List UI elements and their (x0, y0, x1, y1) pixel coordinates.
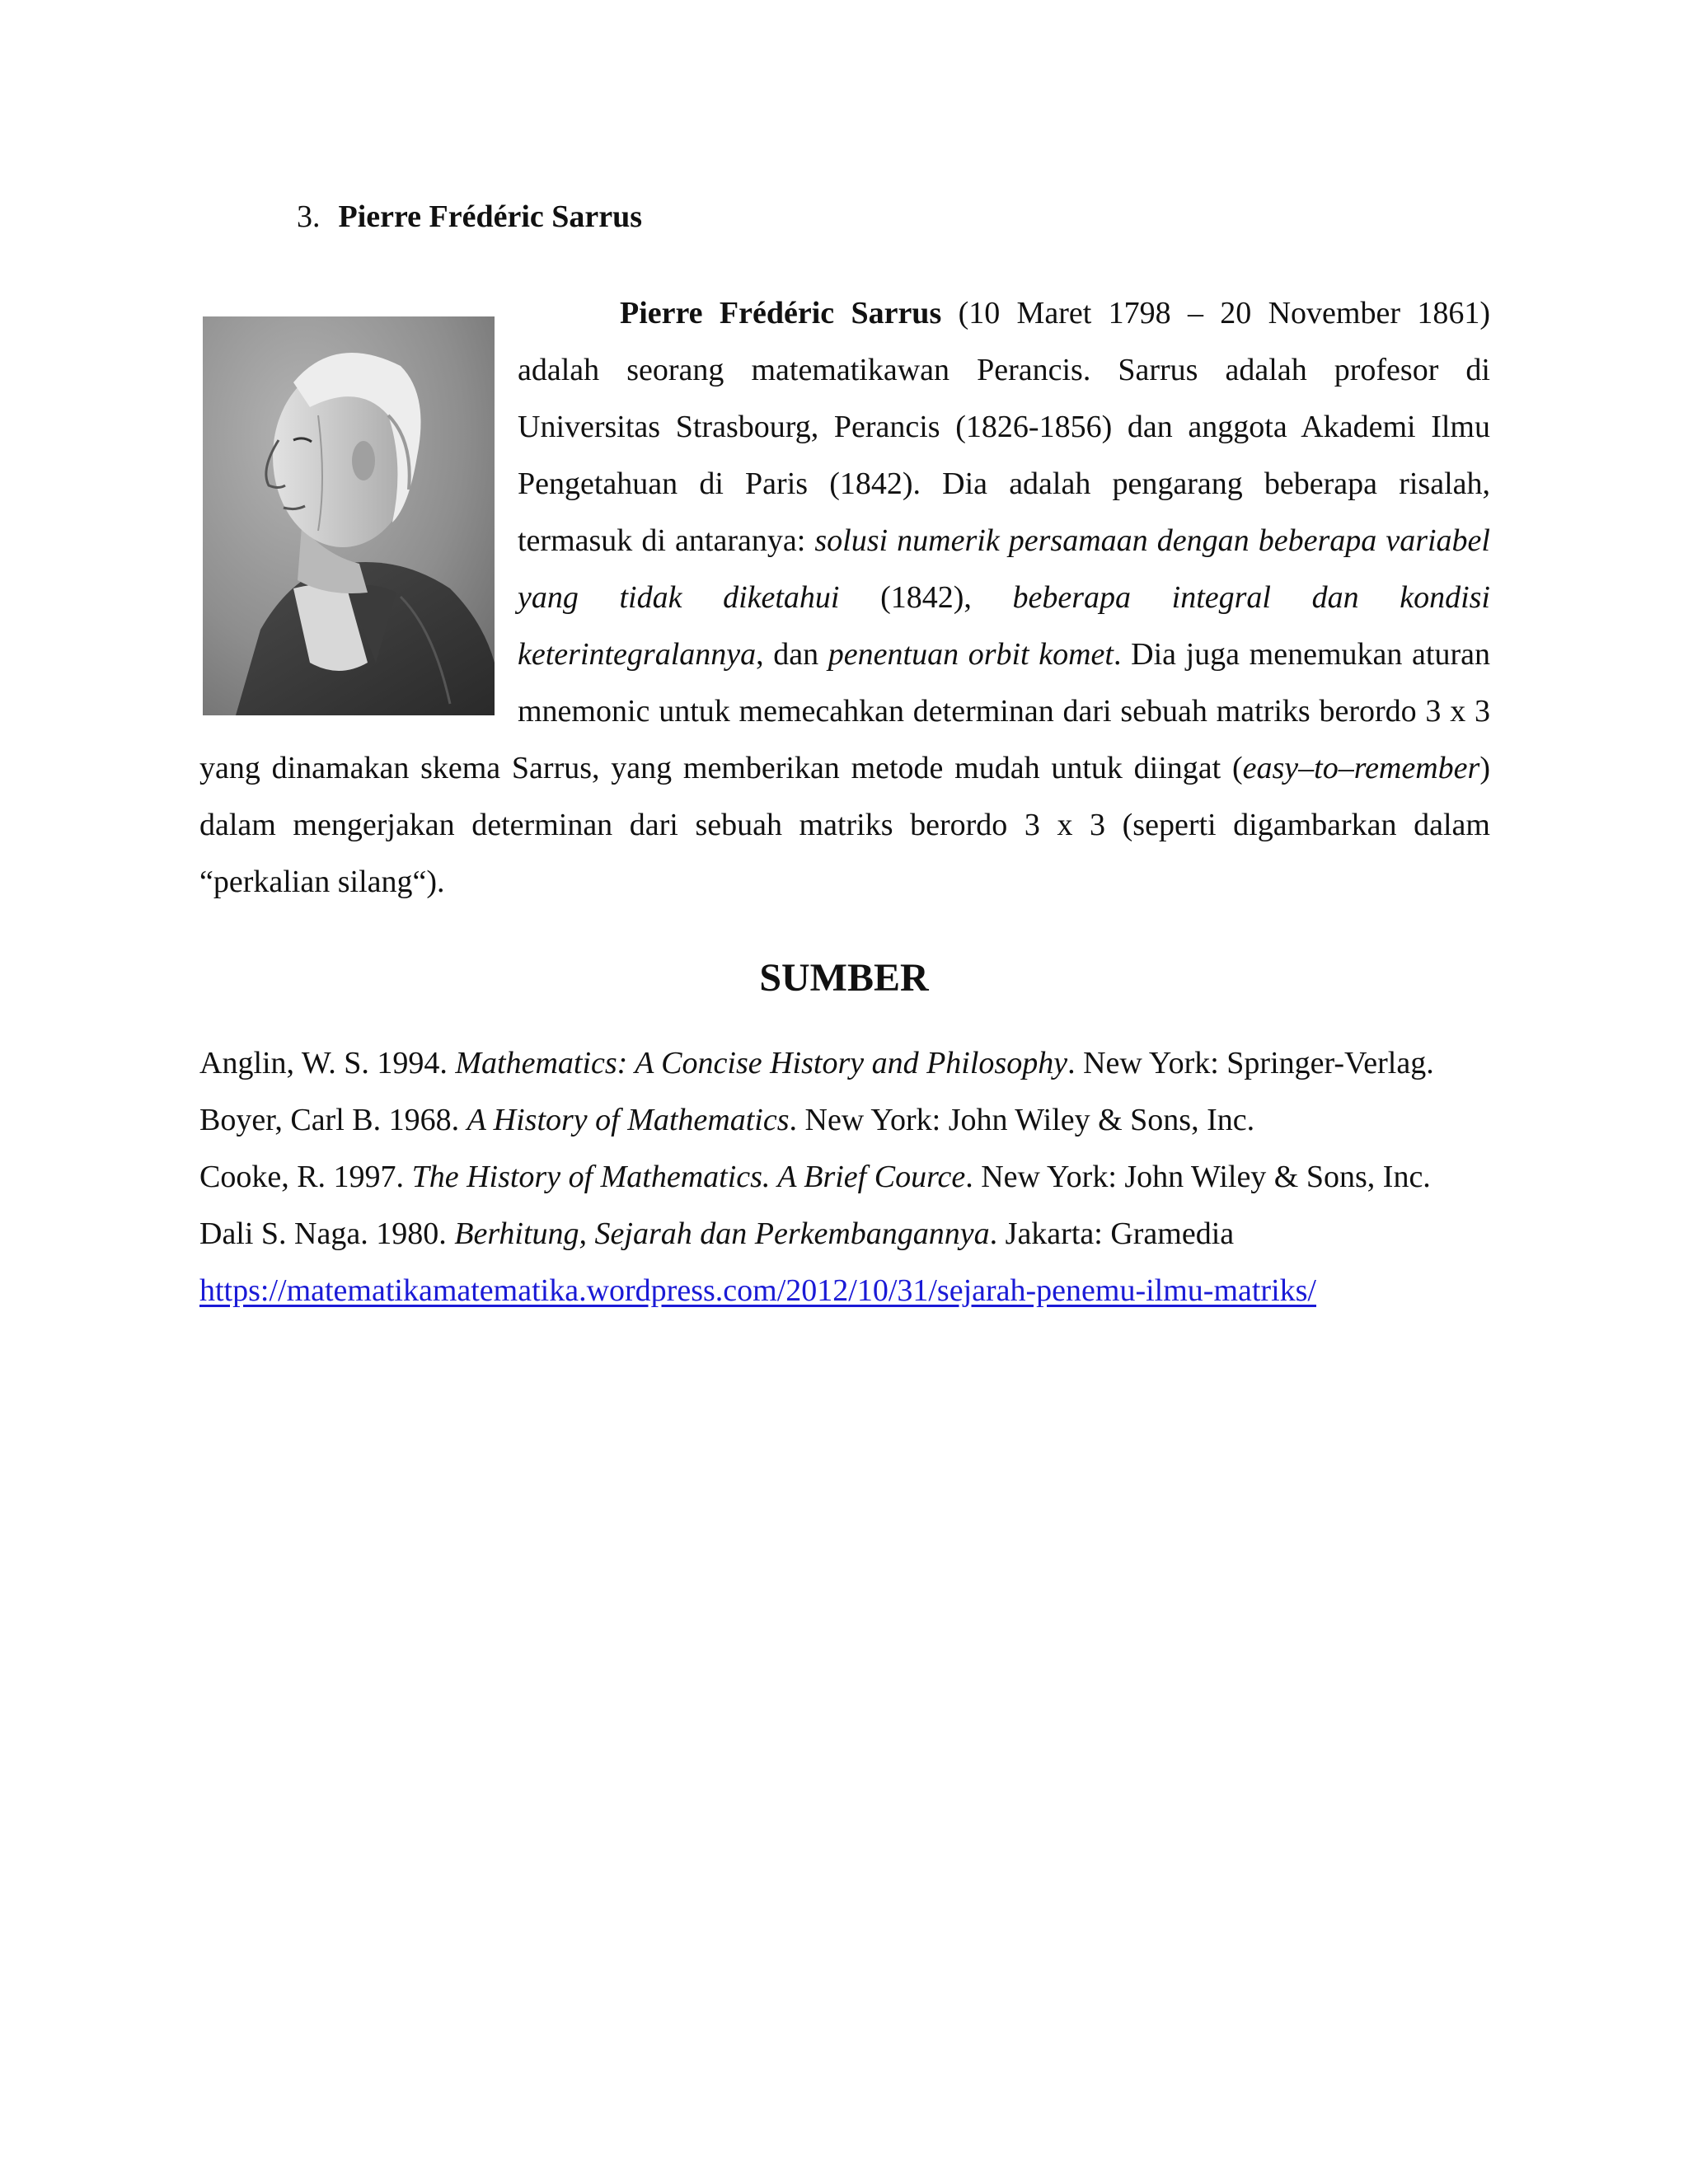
sources-heading: SUMBER (759, 956, 929, 1000)
bio-work-1: solusi numerik persamaan dengan beberapa variabel yang tidak diketahui (518, 523, 1490, 615)
reference-author: Boyer, Carl B. 1968. (199, 1103, 467, 1137)
reference-item (199, 1092, 1490, 1149)
reference-title: A History of Mathematics (467, 1103, 790, 1137)
bio-phrase-easy: easy–to–remember (1242, 751, 1480, 785)
bio-text-4: . Dia juga menemukan aturan mnemonic untuk memecahkan determinan dari sebuah matriks berordo 3 x 3 yang dinamakan skema Sarrus, yang memberikan metode mudah untuk diingat ( (199, 637, 1490, 785)
section-number: 3. (297, 199, 321, 234)
reference-publisher: . New York: John Wiley & Sons, Inc. (965, 1160, 1431, 1194)
reference-publisher: . Jakarta: Gramedia (989, 1216, 1235, 1251)
reference-item (199, 1149, 1490, 1206)
section-heading (297, 195, 642, 238)
reference-author: Anglin, W. S. 1994. (199, 1046, 456, 1080)
reference-title: The History of Mathematics. A Brief Cource (411, 1160, 966, 1194)
bio-work-3: penentuan orbit komet (828, 637, 1114, 672)
reference-author: Dali S. Naga. 1980. (199, 1216, 455, 1251)
reference-publisher: . New York: John Wiley & Sons, Inc. (789, 1103, 1255, 1137)
reference-author: Cooke, R. 1997. (199, 1160, 412, 1194)
reference-title: Mathematics: A Concise History and Philosophy (455, 1046, 1068, 1080)
reference-item (199, 1263, 1490, 1319)
bio-name: Pierre Frédéric Sarrus (620, 296, 942, 330)
reference-url-link[interactable]: https://matematikamatematika.wordpress.com/2012/10/31/sejarah-penemu-ilmu-matriks/ (199, 1273, 1316, 1308)
reference-item (199, 1206, 1490, 1263)
bio-work-2: beberapa integral dan kondisi keterintegralannya (518, 580, 1490, 672)
reference-list (199, 1035, 1490, 1319)
bio-text-3: , dan (756, 637, 828, 672)
portrait-float-spacer (199, 285, 518, 740)
reference-publisher: . New York: Springer-Verlag. (1067, 1046, 1434, 1080)
bio-text-2: (1842), (839, 580, 1013, 615)
bio-text-5: ) dalam mengerjakan determinan dari sebuah matriks berordo 3 x 3 (seperti digambarkan dalam “perkalian silang“). (199, 751, 1490, 899)
section-title: Pierre Frédéric Sarrus (338, 199, 643, 234)
bio-text-1: (10 Maret 1798 – 20 November 1861) adalah seorang matematikawan Perancis. Sarrus adalah profesor di Universitas Strasbourg, Perancis (1826-1856) dan anggota Akademi Ilmu Pengetahuan di Paris (1842). Dia adalah pengarang beberapa risalah, termasuk di antaranya: (518, 296, 1490, 558)
biography-paragraph (199, 285, 1490, 911)
reference-item (199, 1035, 1490, 1092)
reference-title: Berhitung, Sejarah dan Perkembangannya (454, 1216, 990, 1251)
